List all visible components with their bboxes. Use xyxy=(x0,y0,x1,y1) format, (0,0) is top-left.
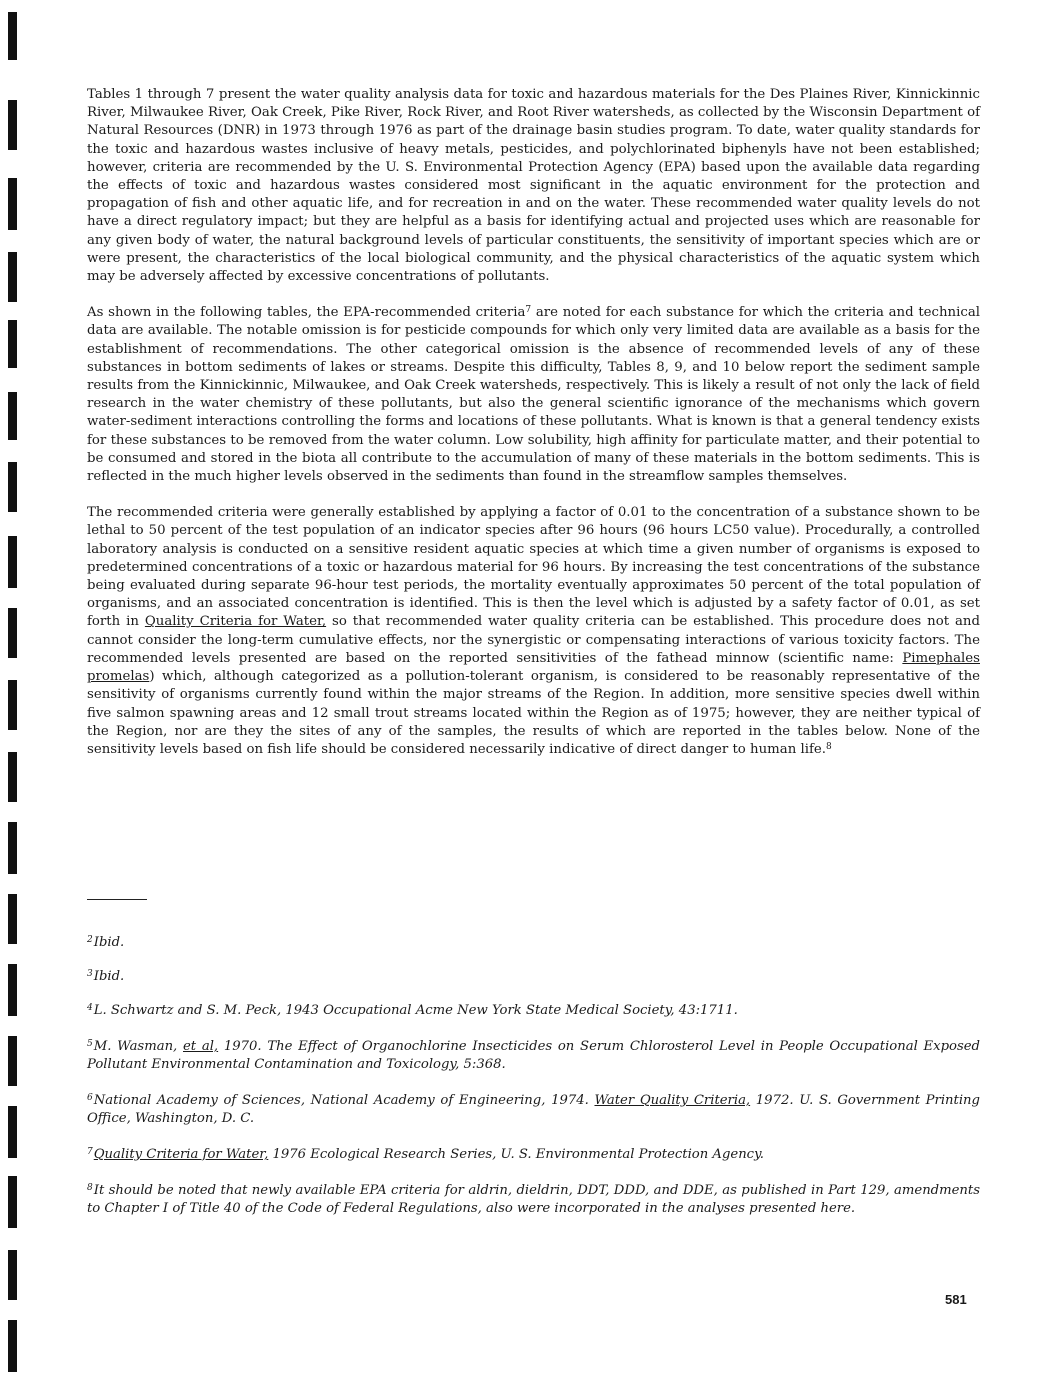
scan-mark xyxy=(8,252,17,302)
scan-mark xyxy=(8,462,17,512)
footnote-separator xyxy=(87,899,147,900)
scan-mark xyxy=(8,1036,17,1086)
scan-mark xyxy=(8,964,17,1016)
scan-mark xyxy=(8,752,17,802)
footnote-8: $^8$It should be noted that newly available EPA criteria for aldrin, dieldrin, DDT, DDD, and DDE, as published in Part 129, amendments to Chapter I of Title 40 of the Code of Federal Regulations, also were incorporated in the analyses presented here. xyxy=(87,1183,980,1216)
scan-mark xyxy=(8,1176,17,1228)
scan-mark xyxy=(8,1320,17,1372)
scan-mark xyxy=(8,178,17,230)
footnote-ref-7: 7 xyxy=(525,305,532,316)
footnote-7: $^7$Quality Criteria for Water, 1976 Ecological Research Series, U. S. Environmental Protection Agency. xyxy=(87,1147,764,1162)
footnote-2: $^2$Ibid. xyxy=(87,935,125,950)
scan-mark xyxy=(8,100,17,150)
scan-mark xyxy=(8,392,17,440)
species-name: Pimephales promelas xyxy=(87,650,980,685)
paragraph-1: Tables 1 through 7 present the water quality analysis data for toxic and hazardous materials for the Des Plaines River, Kinnickinnic River, Milwaukee River, Oak Creek, Pike River, Rock River, and Root River watersheds, as collected by the Wisconsin Department of Natural Resources (DNR) in 1973 through 1976 as part of the drainage basin studies program. To date, water quality standards for the toxic and hazardous wastes inclusive of heavy metals, pesticides, and polychlorinated biphenyls have not been established; however, criteria are recommended by the U. S. Environmental Protection Agency (EPA) based upon the available data regarding the effects of toxic and hazardous wastes considered most significant in the aquatic environment for the protection and propagation of fish and other aquatic life, and for recreation in and on the water. These recommended water quality levels do not have a direct regulatory impact; but they are helpful as a basis for identifying actual and projected uses which are reasonable for any given body of water, the natural background levels of particular constituents, the sensitivity of important species which are or were present, the characteristics of the local biological community, and the physical characteristics of the aquatic system which may be adversely affected by excessive concentrations of pollutants. xyxy=(87,87,981,285)
scan-mark xyxy=(8,680,17,730)
scan-mark xyxy=(8,12,17,60)
scan-mark xyxy=(8,608,17,658)
footnote-4: $^4$L. Schwartz and S. M. Peck, 1943 Occupational Acme New York State Medical Society, 43:1711. xyxy=(87,1003,738,1018)
publication-title: Quality Criteria for Water, xyxy=(144,614,327,630)
footnote-5: $^5$M. Wasman, et al, 1970. The Effect of Organochlorine Insecticides on Serum Chlorosterol Level in People Occupational Exposed Pollutant Environmental Contamination and Toxicology, 5:368. xyxy=(87,1039,980,1072)
footnote-6: $^6$National Academy of Sciences, National Academy of Engineering, 1974. Water Quality Criteria, 1972. U. S. Government Printing Office, Washington, D. C. xyxy=(87,1093,980,1126)
scan-mark xyxy=(8,1106,17,1158)
page-number: 581 xyxy=(945,1292,967,1307)
scan-edge-marks xyxy=(8,0,18,1380)
scan-mark xyxy=(8,822,17,874)
footnotes xyxy=(87,934,980,1236)
scan-mark xyxy=(8,894,17,944)
body-text xyxy=(87,86,980,777)
scan-mark xyxy=(8,320,17,368)
paragraph-3: The recommended criteria were generally established by applying a factor of 0.01 to the concentration of a substance shown to be lethal to 50 percent of the test population of an indicator species after 96 hours (96 hours LC50 value). Procedurally, a controlled laboratory analysis is conducted on a sensitive resident aquatic species at which time a given number of organisms is exposed to predetermined concentrations of a toxic or hazardous material for 96 hours. By increasing the test concentrations of the substance being evaluated during separate 96-hour test periods, the mortality eventually approximates 50 percent of the total population of organisms, and an associated concentration is identified. This is then the level which is adjusted by a safety factor of 0.01, as set forth in Quality Criteria for Water, so that recommended water quality criteria can be established. This procedure does not and cannot consider the long-term cumulative effects, nor the synergistic or compensating interactions of various toxicity factors. The recommended levels presented are based on the reported sensitivities of the fathead minnow (scientific name: Pimephales promelas) which, although categorized as a pollution-tolerant organism, is considered to be reasonably representative of the sensitivity of organisms currently found within the major streams of the Region. In addition, more sensitive species dwell within five salmon spawning areas and 12 small trout streams located within the Region as of 1975; however, they are neither typical of the Region, nor are they the sites of any of the samples, the results of which are reported in the tables below. None of the sensitivity levels based on fish life should be considered necessarily indicative of direct danger to human life.$^8$ xyxy=(87,505,981,757)
paragraph-2: As shown in the following tables, the EPA-recommended criteria$^7$ are noted for each substance for which the criteria and technical data are available. The notable omission is for pesticide compounds for which only very limited data are available as a basis for the establishment of recommendations. The other categorical omission is the absence of recommended levels of any of these substances in bottom sediments of lakes or streams. Despite this difficulty, Tables 8, 9, and 10 below report the sediment sample results from the Kinnickinnic, Milwaukee, and Oak Creek watersheds, respectively. This is likely a result of not only the lack of field research in the water chemistry of these pollutants, but also the general scientific ignorance of the mechanisms which govern water-sediment interactions controlling the forms and locations of these pollutants. What is known is that a general tendency exists for these substances to be removed from the water column. Low solubility, high affinity for particulate matter, and their potential to be consumed and stored in the biota all contribute to the accumulation of many of these materials in the bottom sediments. This is reflected in the much higher levels observed in the sediments than found in the streamflow samples themselves. xyxy=(87,305,980,485)
footnote-3: $^3$Ibid. xyxy=(87,969,125,984)
scan-mark xyxy=(8,536,17,588)
footnote-ref-8: 8 xyxy=(826,741,832,752)
scan-mark xyxy=(8,1250,17,1300)
